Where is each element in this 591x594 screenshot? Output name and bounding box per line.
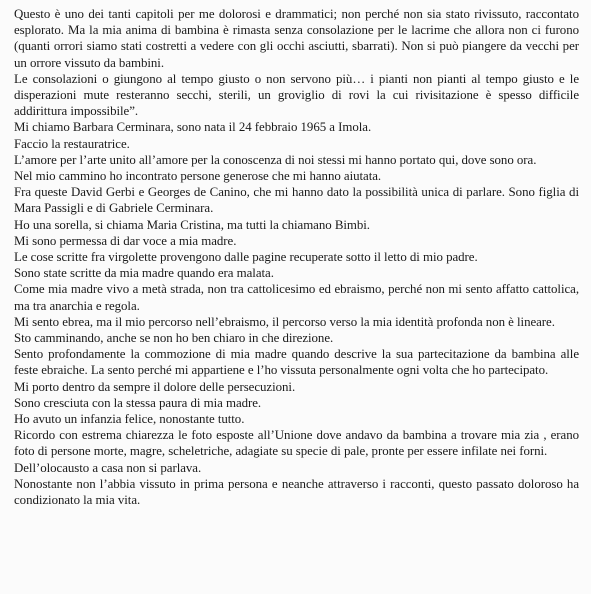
paragraph-6: Nel mio cammino ho incontrato persone generose che mi hanno aiutata.	[14, 169, 382, 184]
paragraph-7: Fra queste David Gerbi e Georges de Canino, che mi hanno dato la possibilità unica di parlare. Sono figlia di Mara Passigli e di Gabriele Cerminara.	[14, 185, 579, 216]
paragraph-21: Nonostante non l’abbia vissuto in prima persona e neanche attraverso i racconti, questo passato doloroso ha condizionato la mia vita.	[14, 476, 579, 508]
paragraph-18: Ho avuto un infanzia felice, nonostante tutto.	[14, 412, 245, 427]
paragraph-19: Ricordo con estrema chiarezza le foto esposte all’Unione dove andavo da bambina a trovare mia zia , erano foto di persone morte, magre, scheletriche, adagiate su specie di pale, pronte per essere infilate nei forni.	[14, 428, 579, 459]
paragraph-11: Sono state scritte da mia madre quando era malata.	[14, 266, 274, 281]
paragraph-1: Questo è uno dei tanti capitoli per me dolorosi e drammatici; non perché non sia stato rivissuto, raccontato esplorato. Ma la mia anima di bambina è rimasta senza consolazione per le lacrime che allora non ci furono (quanti orrori siamo stati costretti a vedere con gli occhi asciutti, sbarrati). Non si può piangere da vecchi per un orrore vissuto da bambini.	[14, 7, 579, 70]
paragraph-8: Ho una sorella, si chiama Maria Cristina, ma tutti la chiamano Bimbi.	[14, 217, 370, 232]
paragraph-9: Mi sono permessa di dar voce a mia madre.	[14, 233, 237, 248]
paragraph-15: Sento profondamente la commozione di mia madre quando descrive la sua partecitazione da bambina alle feste ebraiche. La sento perché mi appartiene e l’ho vissuta personalmente ogni volta che ho partecipato.	[14, 347, 579, 378]
paragraph-13: Mi sento ebrea, ma il mio percorso nell’ebraismo, il percorso verso la mia identità profonda non è lineare.	[14, 314, 555, 329]
paragraph-10: Le cose scritte fra virgolette provengono dalle pagine recuperate sotto il letto di mio padre.	[14, 250, 478, 265]
paragraph-2: Le consolazioni o giungono al tempo giusto o non servono più… i pianti non pianti al tempo giusto e le disperazioni mute resteranno secchi, sterili, un groviglio di rovi la cui rivisitazione è spesso difficile addirittura impossibile”.	[14, 71, 579, 119]
paragraph-3: Mi chiamo Barbara Cerminara, sono nata il 24 febbraio 1965 a Imola.	[14, 120, 372, 135]
paragraph-12: Come mia madre vivo a metà strada, non tra cattolicesimo ed ebraismo, perché non mi sento affatto cattolica, ma tra anarchia e regola.	[14, 282, 579, 313]
paragraph-17: Sono cresciuta con la stessa paura di mia madre.	[14, 395, 262, 410]
paragraph-20: Dell’olocausto a casa non si parlava.	[14, 460, 202, 475]
paragraph-4: Faccio la restauratrice.	[14, 136, 130, 151]
paragraph-16: Mi porto dentro da sempre il dolore delle persecuzioni.	[14, 379, 296, 394]
paragraph-5: L’amore per l’arte unito all’amore per la conoscenza di noi stessi mi hanno portato qui, dove sono ora.	[14, 152, 537, 167]
paragraph-14: Sto camminando, anche se non ho ben chiaro in che direzione.	[14, 331, 334, 346]
